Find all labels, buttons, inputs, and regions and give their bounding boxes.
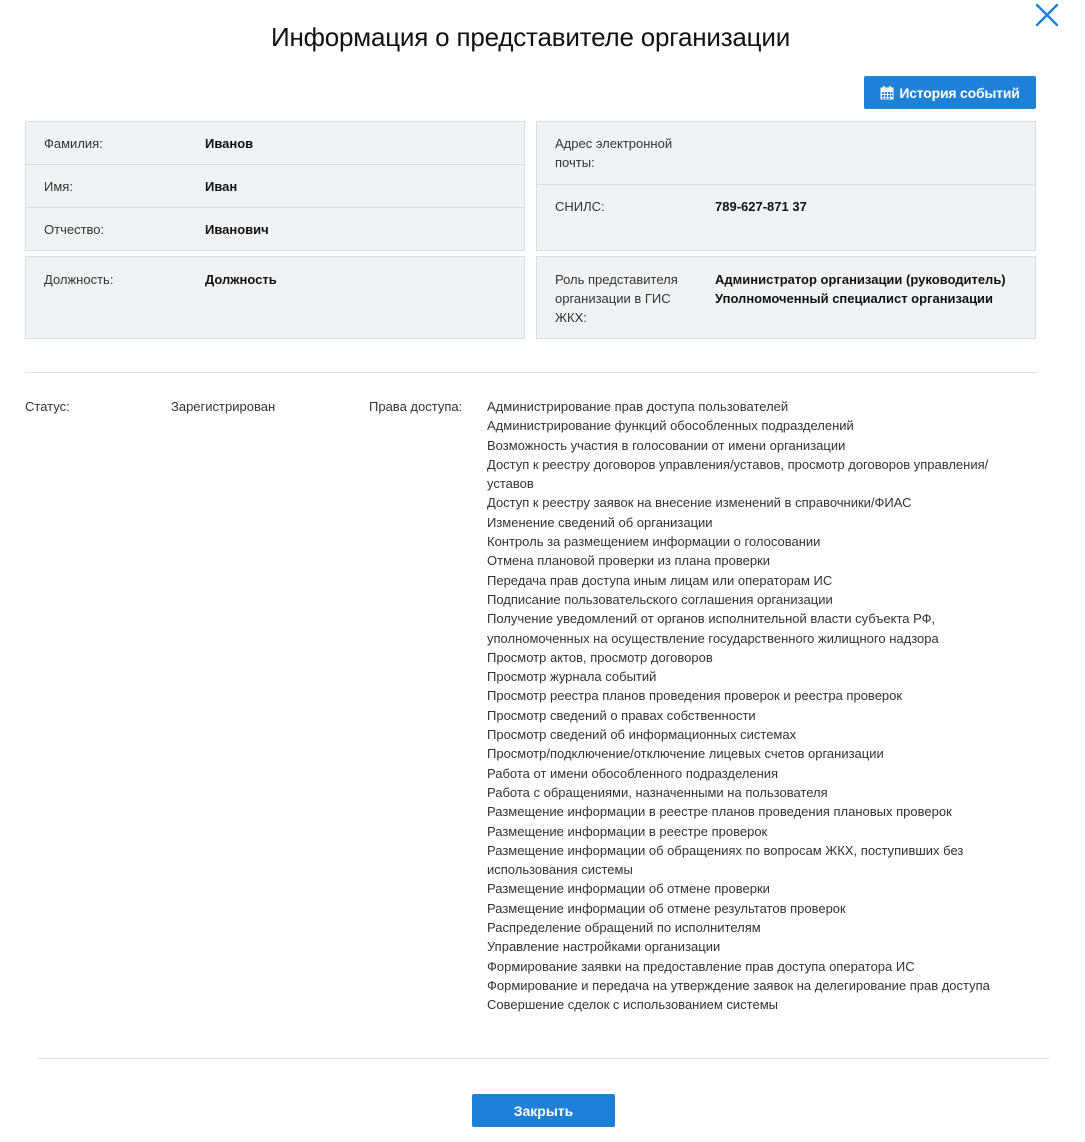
- rights-item: уставов: [487, 476, 534, 492]
- rights-item: Размещение информации в реестре планов проведения плановых проверок: [487, 804, 952, 820]
- role-value: Администратор организации (руководитель): [715, 272, 1006, 287]
- rights-item: Совершение сделок с использованием системы: [487, 997, 778, 1013]
- rights-item: Размещение информации об обращениях по вопросам ЖКХ, поступивших без: [487, 842, 964, 858]
- patronymic-row: [26, 208, 524, 250]
- email-row: [537, 122, 1035, 185]
- rights-item: Просмотр/подключение/отключение лицевых счетов организации: [487, 746, 884, 762]
- role-label: [555, 270, 678, 327]
- contact-card: [536, 121, 1036, 251]
- rights-item: Контроль за размещением информации о голосовании: [487, 534, 821, 550]
- rights-item: Распределение обращений по исполнителям: [487, 920, 761, 936]
- surname-value: Иванов: [205, 136, 254, 151]
- rights-item: Просмотр сведений о правах собственности: [487, 707, 756, 723]
- rights-item: Работа с обращениями, назначенными на пользователя: [487, 784, 828, 800]
- position-card: [25, 256, 525, 339]
- rights-list: [487, 397, 1027, 1015]
- rights-item: Передача прав доступа иным лицам или операторам ИС: [487, 572, 833, 588]
- rights-item: Размещение информации об отмене результатов проверок: [487, 900, 846, 916]
- role-values: [715, 270, 1006, 308]
- snils-row: [537, 185, 1035, 250]
- rights-item: Возможность участия в голосовании от имени организации: [487, 437, 846, 453]
- name-value: Иван: [205, 179, 238, 194]
- rights-item: Подписание пользовательского соглашения организации: [487, 591, 833, 607]
- role-card: [536, 256, 1036, 339]
- rights-item: Получение уведомлений от органов исполнительной власти субъекта РФ,: [487, 611, 936, 627]
- name-label: Имя:: [44, 179, 73, 194]
- rights-item: Просмотр сведений об информационных системах: [487, 727, 797, 743]
- rights-item: Просмотр актов, просмотр договоров: [487, 649, 713, 665]
- surname-label: Фамилия:: [44, 136, 103, 151]
- rights-item: Просмотр реестра планов проведения проверок и реестра проверок: [487, 688, 903, 704]
- rights-label: Права доступа:: [369, 399, 463, 414]
- role-label-line3: ЖКХ:: [555, 310, 587, 325]
- calendar-icon: [880, 86, 894, 100]
- footer-divider: [38, 1058, 1049, 1059]
- patronymic-label: Отчество:: [44, 222, 105, 237]
- rights-item: Отмена плановой проверки из плана проверки: [487, 553, 771, 569]
- name-row: [26, 165, 524, 208]
- snils-label: СНИЛС:: [555, 199, 605, 214]
- rights-item: использования системы: [487, 862, 633, 878]
- patronymic-value: Иванович: [205, 222, 269, 237]
- role-value: Уполномоченный специалист организации: [715, 291, 994, 306]
- history-button-label: История событий: [899, 84, 1020, 101]
- rights-item: Администрирование прав доступа пользователей: [487, 399, 789, 414]
- rights-item: Доступ к реестру договоров управления/уставов, просмотр договоров управления/: [487, 456, 989, 472]
- role-label-line1: Роль представителя: [555, 272, 678, 287]
- history-button[interactable]: [864, 76, 1036, 109]
- rights-item: Доступ к реестру заявок на внесение изменений в справочники/ФИАС: [487, 495, 912, 511]
- email-label-line2: почты:: [555, 155, 595, 170]
- status-label: Статус:: [25, 399, 70, 414]
- name-card: [25, 121, 525, 251]
- rights-item: Управление настройками организации: [487, 939, 721, 955]
- status-value: Зарегистрирован: [171, 399, 276, 414]
- close-button[interactable]: Закрыть: [472, 1094, 615, 1127]
- rights-item: Администрирование функций обособленных подразделений: [487, 418, 854, 434]
- rights-item: Просмотр журнала событий: [487, 669, 657, 685]
- snils-value: 789-627-871 37: [715, 199, 807, 214]
- rights-item: Формирование и передача на утверждение заявок на делегирование прав доступа: [487, 977, 990, 993]
- role-label-line2: организации в ГИС: [555, 291, 671, 306]
- email-label: [555, 134, 672, 172]
- rights-item: Размещение информации в реестре проверок: [487, 823, 768, 839]
- rights-item: Размещение информации об отмене проверки: [487, 881, 770, 897]
- email-label-line1: Адрес электронной: [555, 136, 673, 151]
- rights-item: Изменение сведений об организации: [487, 514, 713, 530]
- dialog-title: Информация о представителе организации: [270, 22, 791, 52]
- position-label: Должность:: [44, 272, 114, 287]
- surname-row: [26, 122, 524, 165]
- position-value: Должность: [205, 272, 277, 287]
- section-divider: [25, 372, 1036, 373]
- rights-item: Формирование заявки на предоставление прав доступа оператора ИС: [487, 958, 915, 974]
- rights-item: уполномоченных на осуществление государственного жилищного надзора: [487, 630, 939, 646]
- rights-item: Работа от имени обособленного подразделения: [487, 765, 779, 781]
